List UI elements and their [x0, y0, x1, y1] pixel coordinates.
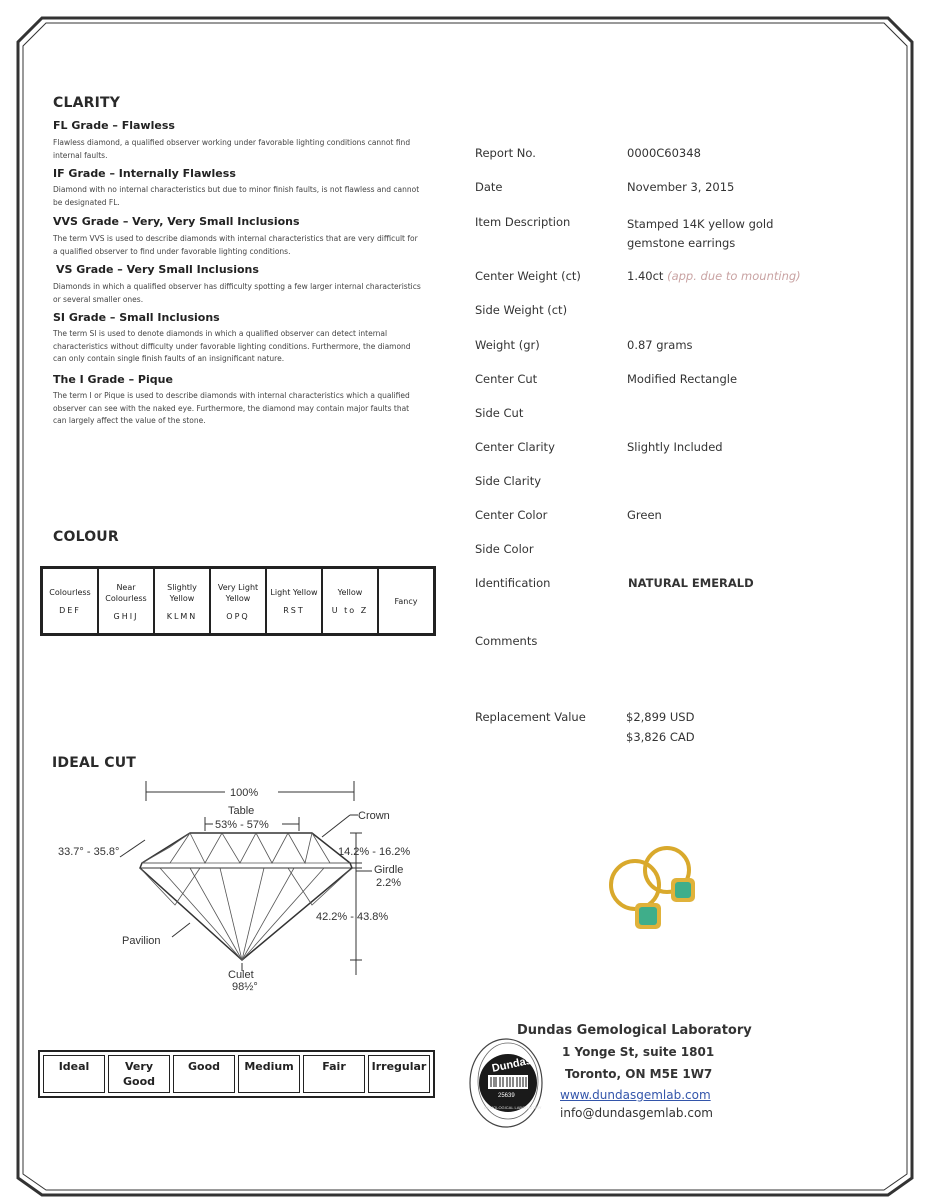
- colour-scale-table: [40, 566, 436, 636]
- pavilion-depth-label: 42.2% - 43.8%: [316, 911, 389, 923]
- cut-grade-medium: Medium: [238, 1055, 300, 1093]
- colour-cell-yellow: Yellow U to Z: [322, 568, 378, 634]
- crown-label: Crown: [358, 810, 390, 822]
- width-pct-label: 100%: [230, 787, 259, 799]
- side-color-label: Side Color: [475, 542, 534, 556]
- grade-vvs-desc: The term VVS is used to describe diamonds with internal characteristics that are very difficult for a qualified observer to find under favorable lighting conditions.: [53, 234, 418, 256]
- grade-si-title: SI Grade – Small Inclusions: [53, 311, 220, 324]
- grade-if-title: IF Grade – Internally Flawless: [53, 167, 236, 180]
- grade-vvs-title: VVS Grade – Very, Very Small Inclusions: [53, 215, 300, 228]
- colour-heading: COLOUR: [53, 529, 119, 545]
- side-cut-label: Side Cut: [475, 406, 524, 420]
- center-clarity-value: Slightly Included: [627, 440, 723, 454]
- lab-email[interactable]: info@dundasgemlab.com: [560, 1106, 713, 1120]
- colour-cell-light-yellow: Light Yellow RST: [266, 568, 322, 634]
- cut-grade-very-good: Very Good: [108, 1055, 170, 1093]
- weight-gr-value: 0.87 grams: [627, 338, 693, 352]
- center-color-value: Green: [627, 508, 662, 522]
- table-label: Table: [228, 805, 255, 817]
- center-weight-value: 1.40ct (app. due to mounting): [627, 269, 801, 283]
- colour-cell-slightly-yellow: Slightly Yellow KLMN: [154, 568, 210, 634]
- date-value: November 3, 2015: [627, 180, 735, 194]
- item-description-value: Stamped 14K yellow gold gemstone earrings: [627, 217, 774, 250]
- grade-vs-title: VS Grade – Very Small Inclusions: [56, 263, 259, 276]
- pavilion-label: Pavilion: [122, 935, 161, 947]
- lab-address-2: Toronto, ON M5E 1W7: [565, 1067, 713, 1081]
- comments-label: Comments: [475, 634, 538, 648]
- clarity-heading: CLARITY: [53, 95, 121, 111]
- cut-grade-good: Good: [173, 1055, 235, 1093]
- seal-number: 25639: [498, 1093, 515, 1099]
- lab-address-1: 1 Yonge St, suite 1801: [562, 1045, 715, 1059]
- replacement-value-label: Replacement Value: [475, 710, 586, 724]
- weight-gr-label: Weight (gr): [475, 338, 540, 352]
- girdle-pct-label: 2.2%: [376, 877, 402, 889]
- seal-title: Dundas: [490, 1054, 533, 1075]
- crown-angle-label: 33.7° - 35.8°: [58, 846, 120, 858]
- side-clarity-label: Side Clarity: [475, 474, 542, 488]
- center-color-label: Center Color: [475, 508, 548, 522]
- lab-name: Dundas Gemological Laboratory: [517, 1023, 752, 1038]
- colour-cell-colourless: Colourless DEF: [42, 568, 98, 634]
- report-no-value: 0000C60348: [627, 146, 701, 160]
- replacement-value-cad: $3,826 CAD: [626, 730, 695, 744]
- lab-website-link[interactable]: www.dundasgemlab.com: [560, 1088, 711, 1102]
- grade-i-desc: The term I or Pique is used to describe diamonds with internal characteristics which a qualified observer can see with the naked eye. Furthermore, the diamond may contain major faults that can largely affect the value of the stone.: [53, 391, 410, 425]
- grade-fl-title: FL Grade – Flawless: [53, 119, 175, 132]
- grade-i-title: The I Grade – Pique: [53, 373, 173, 386]
- colour-cell-near-colourless: Near Colourless GHIJ: [98, 568, 154, 634]
- replacement-value-usd: $2,899 USD: [626, 710, 695, 724]
- cut-grade-irregular: Irregular: [368, 1055, 430, 1093]
- culet-label: Culet: [228, 969, 254, 981]
- diamond-proportions-diagram: [50, 775, 440, 1005]
- side-weight-label: Side Weight (ct): [475, 303, 568, 317]
- report-no-label: Report No.: [475, 146, 536, 160]
- culet-value-label: 98½°: [232, 981, 258, 993]
- date-label: Date: [475, 180, 503, 194]
- grade-vs-desc: Diamonds in which a qualified observer has difficulty spotting a few larger internal characteristics or several smaller ones.: [53, 282, 421, 304]
- center-cut-label: Center Cut: [475, 372, 538, 386]
- cut-grade-fair: Fair: [303, 1055, 365, 1093]
- center-weight-label: Center Weight (ct): [475, 269, 581, 283]
- girdle-label: Girdle: [374, 864, 404, 876]
- colour-cell-fancy: Fancy: [378, 568, 434, 634]
- center-cut-value: Modified Rectangle: [627, 372, 738, 386]
- grade-si-desc: The term SI is used to denote diamonds in which a qualified observer can detect internal characteristics without difficulty under favorable lighting conditions. Furthermore, the diamond can only contain single finish faults of an insignificant nature.: [53, 329, 411, 363]
- table-range-label: 53% - 57%: [215, 819, 269, 831]
- cut-grade-table: [38, 1050, 435, 1098]
- grade-if-desc: Diamond with no internal characteristics but due to minor finish faults, is not flawless and cannot be designated FL.: [53, 185, 420, 207]
- center-clarity-label: Center Clarity: [475, 440, 555, 454]
- identification-label: Identification: [475, 576, 551, 590]
- earrings-photo: [595, 840, 705, 950]
- crown-height-label: 14.2% - 16.2%: [338, 846, 411, 858]
- item-description-label: Item Description: [475, 215, 571, 229]
- ideal-cut-heading: IDEAL CUT: [52, 755, 137, 771]
- center-weight-note: (app. due to mounting): [667, 269, 801, 283]
- lab-seal: [466, 1027, 550, 1132]
- cut-grade-ideal: Ideal: [43, 1055, 105, 1093]
- grade-fl-desc: Flawless diamond, a qualified observer working under favorable lighting conditions cannot find internal faults.: [53, 138, 411, 160]
- seal-ring-text: GEMOLOGICAL LABORATORY: [484, 1105, 542, 1110]
- identification-value: NATURAL EMERALD: [628, 576, 754, 590]
- colour-cell-very-light-yellow: Very Light Yellow OPQ: [210, 568, 266, 634]
